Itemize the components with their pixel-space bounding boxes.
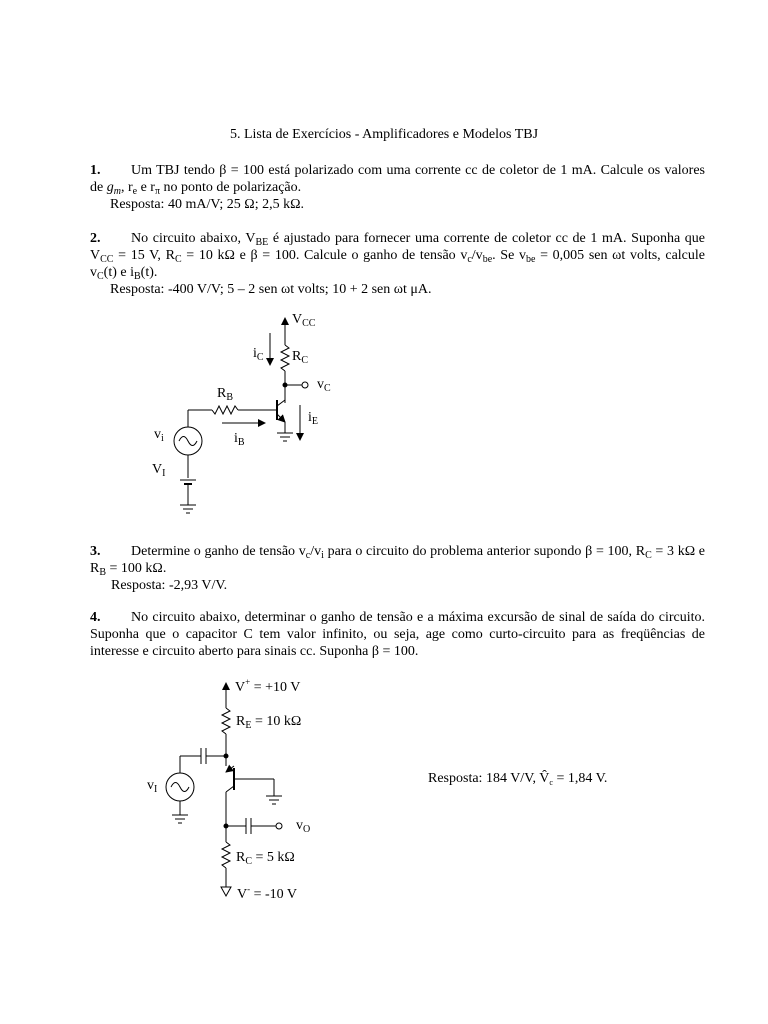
label-vi-2: $v_I$: [147, 778, 158, 795]
problem-answer: Resposta: 40 mA/V; 25 Ω; 2,5 kΩ.: [110, 197, 304, 212]
rc-resistor-2: [222, 842, 230, 868]
re-resistor: [222, 708, 230, 734]
label-rc: $R_C$: [292, 349, 309, 366]
label-ic: $i_C$: [253, 346, 264, 363]
vo-terminal: [276, 823, 282, 829]
label-vcc: $V_{CC}$: [292, 312, 316, 329]
label-vplus: V+ = +10 V: [235, 677, 301, 695]
problem-text: No circuito abaixo, $V_{BE}$ é ajustado para fornecer uma corrente de coletor cc de 1 mA. Suponha que $V_{CC} = 15$ V, $R_C = 10$ kΩ e β = 100. Calcule o ganho de tensão $v_c/v_{be}$. Se $v_{be} = 0,005$ sen ωt volts, calcule $v_C(t)$ e $i_B(t)$.: [90, 231, 706, 282]
label-rb: $R_B$: [217, 386, 234, 403]
label-vi: $v_i$: [154, 427, 164, 444]
label-ib: $i_B$: [234, 431, 245, 448]
problem-number: 2.: [90, 231, 101, 246]
rc-resistor: [281, 345, 289, 371]
problem-answer: Resposta: -2,93 V/V.: [111, 578, 228, 593]
label-vminus: V- = -10 V: [237, 884, 298, 902]
vc-terminal: [302, 382, 308, 388]
problem-number: 4.: [90, 610, 101, 625]
label-rc-2: $R_C = 5$ kΩ: [236, 850, 295, 867]
problem-number: 3.: [90, 544, 101, 559]
label-vc: $v_C$: [317, 377, 331, 394]
problem-text: Um TBJ tendo β = 100 está polarizado com uma corrente cc de coletor de 1 mA. Calcule os valores de $g_m$, $r_e$ e $r_\pi$ no ponto de polarização.: [90, 163, 705, 197]
problem-4-answer: Resposta: 184 V/V, $V̂_c = 1,84$ V.: [428, 771, 608, 787]
page-title: 5. Lista de Exercícios - Amplificadores e Modelos TBJ: [229, 127, 539, 142]
label-re: $R_E = 10$ kΩ: [236, 714, 302, 731]
problem-number: 1.: [90, 163, 101, 178]
problem-text: No circuito abaixo, determinar o ganho de tensão e a máxima excursão de sinal de saída do circuito. Suponha que o capacitor C tem valor infinito, ou seja, age como curto-circuito para as freqüências de interesse e circuito aberto para sinais cc. Suponha β = 100.: [90, 610, 705, 659]
label-vo: $v_O$: [296, 818, 311, 835]
problem-text: Determine o ganho de tensão $v_c/v_i$ para o circuito do problema anterior supondo β = 100, $R_C = 3$ kΩ e $R_B = 100$ kΩ.: [90, 544, 706, 578]
problem-answer: Resposta: -400 V/V; 5 – 2 sen ωt volts; 10 + 2 sen ωt μA.: [110, 282, 432, 297]
label-vI: $V_I$: [152, 462, 166, 479]
circuit-1: [174, 318, 308, 513]
rb-resistor: [212, 406, 238, 414]
label-ie: $i_E$: [308, 410, 318, 427]
vminus-arrow-icon: [221, 887, 231, 896]
